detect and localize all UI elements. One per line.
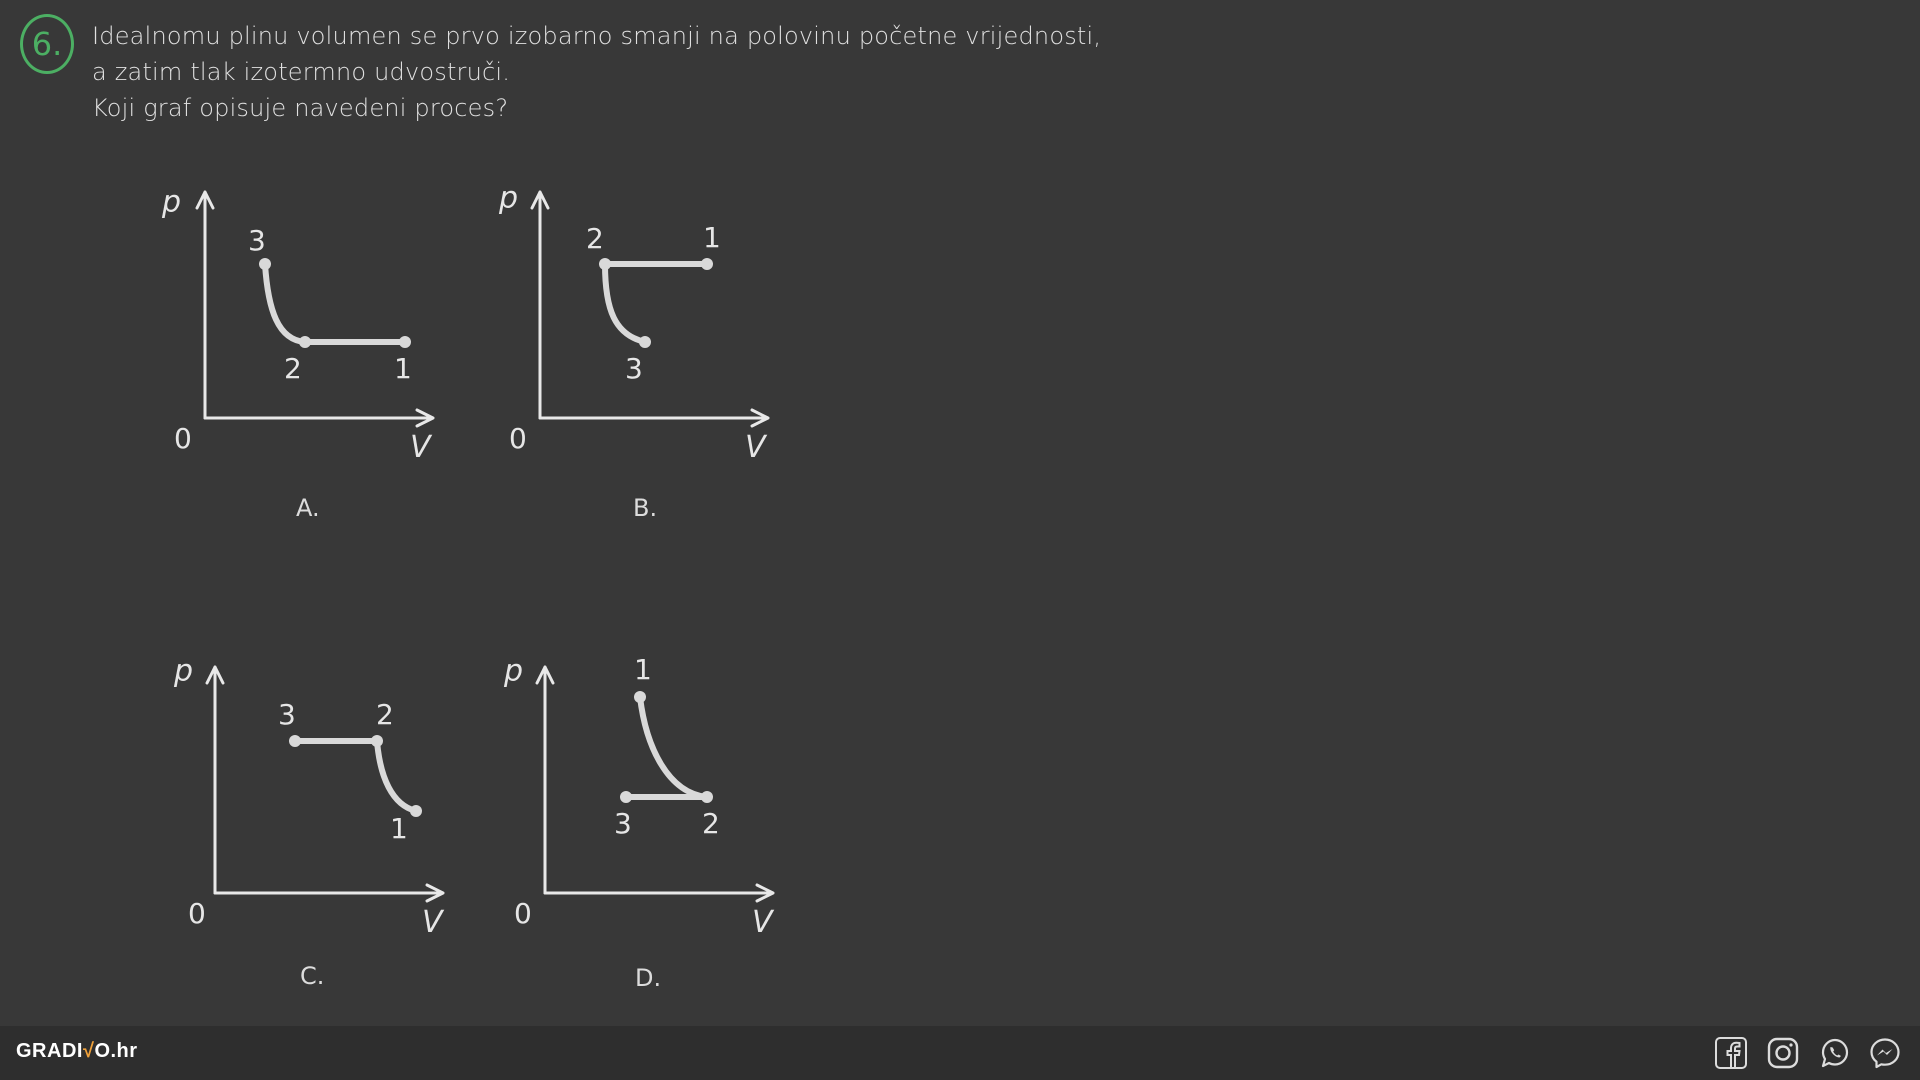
graph-a [160, 180, 460, 465]
logo-text-pre: GRADI [16, 1040, 83, 1062]
graph-d [500, 653, 800, 940]
x-axis [205, 410, 433, 426]
point-3 [620, 791, 632, 803]
facebook-icon[interactable] [1714, 1036, 1748, 1070]
option-a-label: A. [296, 494, 320, 522]
y-axis-label: p [499, 181, 519, 216]
y-axis [537, 667, 553, 893]
isotherm-curve [377, 741, 416, 811]
x-axis-label: V [745, 430, 766, 465]
logo-text-post: O.hr [94, 1040, 138, 1062]
point-1-label: 1 [394, 352, 412, 385]
question-text [92, 18, 1101, 126]
site-logo[interactable] [16, 1040, 138, 1063]
instagram-icon[interactable] [1766, 1036, 1800, 1070]
question-line-2: a zatim tlak izotermno udvostruči. [92, 58, 511, 86]
y-axis-label: p [162, 185, 182, 220]
point-2 [299, 336, 311, 348]
point-2 [371, 735, 383, 747]
isotherm-curve [605, 264, 645, 342]
option-d-label: D. [635, 964, 662, 992]
whatsapp-icon[interactable] [1818, 1036, 1852, 1070]
problem-number: 6. [31, 25, 63, 63]
point-1-label: 1 [390, 812, 408, 845]
origin-label: 0 [174, 422, 192, 455]
point-2 [599, 258, 611, 270]
x-axis [215, 885, 443, 901]
point-1 [399, 336, 411, 348]
problem-number-badge [20, 14, 74, 74]
footer-bar [0, 1026, 1920, 1080]
graph-c [170, 654, 470, 940]
point-1-label: 1 [703, 221, 721, 254]
option-c-label: C. [300, 962, 325, 990]
origin-label: 0 [188, 897, 206, 930]
point-3 [289, 735, 301, 747]
point-3-label: 3 [625, 352, 643, 385]
isotherm-curve [265, 264, 305, 342]
y-axis-label: p [504, 654, 524, 689]
point-1-label: 1 [634, 653, 652, 686]
y-axis [197, 192, 213, 418]
point-1 [634, 691, 646, 703]
graph-b [495, 180, 795, 465]
origin-label: 0 [514, 897, 532, 930]
point-3-label: 3 [278, 698, 296, 731]
y-axis [532, 192, 548, 418]
point-3-label: 3 [614, 807, 632, 840]
question-line-1: Idealnomu plinu volumen se prvo izobarno smanji na polovinu početne vrijednosti, [92, 22, 1102, 50]
messenger-icon[interactable] [1868, 1036, 1902, 1070]
point-2 [701, 791, 713, 803]
option-b-label: B. [633, 494, 658, 522]
point-2-label: 2 [284, 352, 302, 385]
x-axis-label: V [422, 905, 443, 940]
point-2-label: 2 [586, 222, 604, 255]
point-1 [701, 258, 713, 270]
x-axis [545, 885, 773, 901]
isotherm-curve [640, 697, 707, 797]
y-axis [207, 667, 223, 893]
logo-accent: √ [82, 1040, 95, 1062]
point-3-label: 3 [248, 224, 266, 257]
point-2-label: 2 [376, 698, 394, 731]
x-axis [540, 410, 768, 426]
x-axis-label: V [410, 430, 431, 465]
x-axis-label: V [752, 905, 773, 940]
y-axis-label: p [174, 654, 194, 689]
point-2-label: 2 [702, 807, 720, 840]
point-1 [410, 805, 422, 817]
origin-label: 0 [509, 422, 527, 455]
point-3 [259, 258, 271, 270]
question-line-3: Koji graf opisuje navedeni proces? [92, 94, 509, 122]
point-3 [639, 336, 651, 348]
